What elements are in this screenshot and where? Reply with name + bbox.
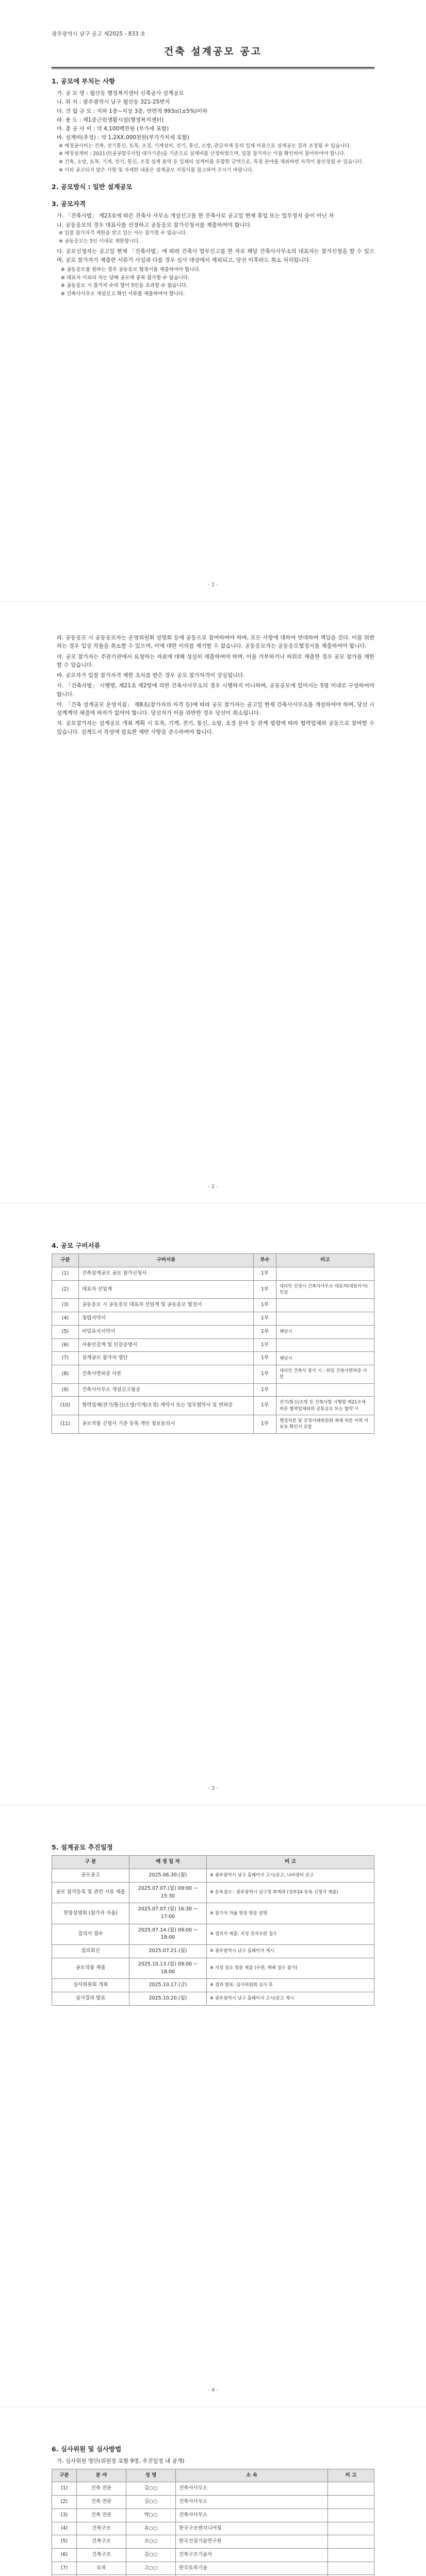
paragraph: 사. 「건축사법」 시행령, 제21조 제2항에 의한 건축사사무소의 경우 시행하지 아니하며, 공동응모에 있어서는 5명 이내로 구성하여야 합니다.: [57, 683, 374, 698]
list-item: 마. 총 공 사 비 : 약 4,100백만원 (부가세 포함): [57, 126, 169, 132]
column-header: 구분: [52, 2469, 77, 2482]
table-cell: ※ 결과 발표: 심사위원회 심사 후: [207, 1979, 374, 1992]
page-5: [0, 2407, 426, 2576]
table-cell: (7): [52, 2562, 77, 2575]
table-cell: 공모 참가등록 및 관련 서류 제출: [52, 1882, 129, 1903]
page-number: - 1 -: [208, 582, 218, 588]
table-cell: (5): [52, 1325, 79, 1338]
schedule-table: [52, 1855, 374, 2005]
section-heading: 2. 공모방식 : 일반 설계공모: [52, 182, 133, 191]
table-cell: 1부: [254, 1365, 276, 1384]
note-item: ※ 예정공사비는 건축, 전기통신, 토목, 조경, 기계설비, 전기, 통신, 소방, 관급자재 등의 일체 비용으로 설계공모 결과 조정될 수 있습니다.: [59, 143, 351, 149]
table-cell: ※ 참가자 자율 현장 방문 설명: [207, 1903, 374, 1924]
table-row: [52, 2548, 374, 2562]
table-cell: 1부: [254, 1325, 276, 1338]
table-cell: 공동응모 시 공동응모 대표자 선임계 및 공동응모 협정서: [79, 1299, 254, 1312]
table-cell: 2025.06.30.(월): [129, 1869, 207, 1883]
notice-number: 광주광역시 남구 공고 제2025 - 833 호: [52, 31, 146, 37]
page-1: [0, 0, 426, 602]
table-cell: ※ 등록접수 : 광주광역시 남구청 회계과 (정부24 등록 신청서 제출): [207, 1882, 374, 1903]
table-cell: 2025.10.13.(월) 09:00 ~ 18:00: [129, 1958, 207, 1978]
table-cell: (5): [52, 2535, 77, 2549]
table-cell: 현장설명회 (참가자 자율): [52, 1903, 129, 1924]
table-cell: [276, 1383, 374, 1397]
table-row: [52, 2482, 374, 2496]
table-cell: ※ 질의서 제출: 지정 전자우편 접수: [207, 1924, 374, 1944]
table-row: [52, 2496, 374, 2509]
table-cell: 건축 전문: [77, 2482, 126, 2496]
page-3: [0, 1204, 426, 1805]
table-row: [52, 1869, 374, 1883]
table-cell: [328, 2562, 374, 2575]
note-item: ※ 입찰 참가자격 제한을 받고 있는 자는 참가할 수 없습니다.: [59, 230, 188, 236]
table-cell: (2): [52, 1280, 79, 1299]
paragraph: 마. 공모 참가자는 주관기관에서 요청하는 자료에 대해 성실히 제출하여야 하며, 이를 거부하거나 허위로 제출한 경우 공모 참가를 제한할 수 있습니다.: [57, 653, 374, 668]
table-row: [52, 2509, 374, 2522]
table-cell: ※ 지정 장소 방문 제출 (우편, 택배 접수 불가): [207, 1958, 374, 1978]
table-cell: 청렴서약서: [79, 1312, 254, 1326]
documents-table-body: [52, 1267, 374, 1434]
table-cell: 건축 전문: [77, 2496, 126, 2509]
section-heading: 5. 설계공모 추진일정: [52, 1843, 113, 1851]
table-cell: 설계공모 참가자 명단: [79, 1352, 254, 1365]
table-cell: 2025.07.07.(월) 16:30 ~ 17:00: [129, 1903, 207, 1924]
column-header: 분 야: [77, 2469, 126, 2482]
table-row: [52, 1924, 374, 1944]
table-cell: [328, 2509, 374, 2522]
table-row: [52, 1979, 374, 1992]
table-cell: (9): [52, 1383, 79, 1397]
table-cell: ※ 광주광역시 남구 홈페이지 고시/공고, 나라장터 공고: [207, 1869, 374, 1883]
table-cell: (6): [52, 2548, 77, 2562]
table-cell: 한국건설기술연구원: [176, 2535, 328, 2549]
table-cell: 전기/통신/소방 등 건축사법 시행령 제21조에 따른 협력업체와의 공동응모 또는 협약 시: [276, 1397, 374, 1415]
list-item: 나. 위 치 : 광주광역시 남구 월산동 321-25번지: [57, 99, 170, 106]
column-header: 구비서류: [79, 1254, 254, 1267]
list-item: 가. 「건축사법」 제23조에 따른 건축사 사무소 개설신고를 한 건축사로 공고일 현재 휴업 또는 업무정지 중이 아닌 자: [57, 213, 334, 219]
section-heading: 4. 공모 구비서류: [52, 1242, 101, 1249]
table-cell: 심사위원회 개최: [52, 1979, 129, 1992]
table-cell: 1부: [254, 1267, 276, 1281]
table-cell: 1부: [254, 1312, 276, 1326]
table-row: [52, 1882, 374, 1903]
page-number: - 4 -: [208, 2387, 218, 2393]
table-header-row: [52, 1254, 374, 1267]
table-cell: 건축구조기술사: [176, 2548, 328, 2562]
table-cell: ※ 광주광역시 남구 홈페이지 고시/공고 게시: [207, 1992, 374, 2006]
section-3-notes: [59, 230, 374, 245]
table-row: [52, 1325, 374, 1338]
table-row: [52, 1338, 374, 1352]
note-item: ※ 예정설계비 : 2021년(공공발주사업 대가기준)을 기준으로 설계비를 산정하였으며, 입찰 참가자는 이를 확인하여 참여하여야 합니다.: [59, 151, 346, 157]
table-cell: 조○○: [126, 2535, 176, 2549]
table-cell: (7): [52, 1352, 79, 1365]
table-row: [52, 1299, 374, 1312]
list-item: 바. 설계비(추정) : 약 1,2XX,000천원(부가가치세 포함): [57, 134, 189, 141]
section-3-subnotes: [61, 266, 374, 298]
table-row: [52, 1365, 374, 1384]
table-cell: 건축사면허증 사본: [79, 1365, 254, 1384]
table-cell: 건축사사무소 개설신고필증: [79, 1383, 254, 1397]
column-header: 구 분: [52, 1856, 129, 1869]
column-header: 성 명: [126, 2469, 176, 2482]
table-cell: 고○○: [126, 2562, 176, 2575]
table-header-row: [52, 2469, 374, 2482]
section-3-items: [57, 212, 374, 229]
note-item: ※ 공동응모는 5인 이내로 제한합니다.: [59, 238, 140, 244]
table-cell: [276, 1338, 374, 1352]
paragraph: 아. 「건축 설계공모 운영지침」 제8조(참가자의 자격 등)에 따라 공모 참가자는 공고일 현재 건축사사무소를 개설하여야 하며, 당선 시 설계계약 체결에 하자가 없어야 합니다. 당선자가 이를 위반한 경우 당선이 취소됩니다.: [57, 701, 374, 717]
table-cell: 대표자 선임계: [79, 1280, 254, 1299]
table-cell: 건축사사무소: [176, 2509, 328, 2522]
section-heading: 3. 공모자격: [52, 199, 86, 208]
table-cell: (6): [52, 1338, 79, 1352]
table-cell: 해당시: [276, 1325, 374, 1338]
list-item: 라. 용 도 : 제1종근린생활시설(행정복지센터): [57, 116, 164, 123]
table-row: [52, 1352, 374, 1365]
page-number: - 2 -: [208, 1183, 218, 1190]
table-row: [52, 1312, 374, 1326]
table-cell: (1): [52, 1267, 79, 1281]
table-cell: (11): [52, 1415, 79, 1434]
table-cell: 공모공고: [52, 1869, 129, 1883]
table-cell: 1부: [254, 1280, 276, 1299]
table-row: [52, 2522, 374, 2535]
table-cell: [328, 2482, 374, 2496]
table-cell: 대리인 건축사 참가 시 : 위임 건축사면허증 사본: [276, 1365, 374, 1384]
table-cell: [328, 2548, 374, 2562]
table-cell: 김○○: [126, 2496, 176, 2509]
jury-intro: 가. 심사위원 명단(위원장 포함 9명, 추진일정 내 공개): [57, 2458, 185, 2465]
table-cell: [276, 1267, 374, 1281]
table-cell: 2025.07.07.(월) 09:00 ~ 15:30: [129, 1882, 207, 1903]
table-cell: [276, 1312, 374, 1326]
documents-table: [52, 1253, 374, 1433]
column-header: 비 고: [207, 1856, 374, 1869]
table-cell: (3): [52, 2509, 77, 2522]
table-cell: 2025.10.20.(월): [129, 1992, 207, 2006]
table-cell: 건축설계공모 공모 참가신청서: [79, 1267, 254, 1281]
list-item: 가. 공 모 명 : 월산동 행정복지센터 신축공사 설계공모: [57, 90, 184, 97]
table-row: [52, 1958, 374, 1978]
table-cell: 심사결과 발표: [52, 1992, 129, 2006]
table-cell: 행정처분 및 공정거래위원회 제재 처분 이력 미보유 확인서 포함: [276, 1415, 374, 1434]
table-cell: [328, 2522, 374, 2535]
paragraph: 바. 공모자가 입찰 참가자격 제한 조치를 받은 경우 공모 참가자격이 상실됩니다.: [57, 672, 245, 679]
table-cell: [276, 1299, 374, 1312]
jury-table: [52, 2469, 374, 2576]
table-row: [52, 1992, 374, 2006]
note-item: ※ 대표자 이외의 자는 당해 공모에 중복 참가할 수 없습니다.: [61, 275, 190, 281]
table-cell: 1부: [254, 1415, 276, 1434]
schedule-table-body: [52, 1869, 374, 2006]
section-heading: 6. 심사위원 및 심사방법: [52, 2445, 122, 2453]
section-1-notes: [59, 143, 374, 175]
table-cell: (4): [52, 2522, 77, 2535]
table-row: [52, 1415, 374, 1434]
page-4: [0, 1805, 426, 2407]
table-cell: 질의서 접수: [52, 1924, 129, 1944]
list-item: 나. 공동응모의 경우 대표사를 선정하고 공동응모 참가신청서를 제출하여야 합니다.: [57, 222, 252, 228]
table-row: [52, 2562, 374, 2575]
table-cell: 해당시: [276, 1352, 374, 1365]
table-cell: 1부: [254, 1352, 276, 1365]
table-cell: 김○○: [126, 2482, 176, 2496]
paragraph: 다. 공모신청자는 공고일 현재 「건축사법」에 따라 건축사 업무신고를 한 자로 해당 건축사사무소의 대표자는 참가신청을 할 수 있으며, 공모 참가자가 제출한 서류가 사실과 다를 경우 심사 대상에서 제외되고, 당선 이후라도 취소 처리됩니다.: [57, 248, 374, 263]
table-cell: ※ 광주광역시 남구 홈페이지 게시: [207, 1945, 374, 1958]
column-header: 소 속: [176, 2469, 328, 2482]
table-cell: 2025.07.21.(월): [129, 1945, 207, 1958]
page-2: [0, 602, 426, 1204]
table-cell: (2): [52, 2496, 77, 2509]
table-cell: 2025.10.17.(금): [129, 1979, 207, 1992]
table-cell: 건축 전문: [77, 2509, 126, 2522]
table-cell: 건축사사무소: [176, 2496, 328, 2509]
table-cell: (8): [52, 1365, 79, 1384]
table-cell: 질의회신: [52, 1945, 129, 1958]
table-row: [52, 1945, 374, 1958]
section-heading: 1. 공모에 부치는 사항: [52, 77, 116, 85]
table-cell: 박○○: [126, 2509, 176, 2522]
title-divider: [52, 67, 374, 69]
table-cell: [328, 2535, 374, 2549]
page-title: 건축 설계공모 공고: [163, 46, 263, 58]
table-cell: 1부: [254, 1299, 276, 1312]
table-cell: 김○○: [126, 2548, 176, 2562]
table-row: [52, 1397, 374, 1415]
table-cell: 1부: [254, 1397, 276, 1415]
column-header: 비고: [276, 1254, 374, 1267]
table-row: [52, 1383, 374, 1397]
table-header-row: [52, 1856, 374, 1869]
table-cell: (4): [52, 1312, 79, 1326]
table-cell: 협력업체(전기/통신/소방/기계/조경) 계약서 또는 업무협약서 및 면허증: [79, 1397, 254, 1415]
table-cell: 건축구조: [77, 2535, 126, 2549]
table-cell: 대리인 선정시 건축사사무소 대표자(대표이사) 인감: [276, 1280, 374, 1299]
jury-table-body: [52, 2482, 374, 2576]
column-header: 부수: [254, 1254, 276, 1267]
column-header: 비 고: [328, 2469, 374, 2482]
table-cell: 한국구조엔지니어링: [176, 2522, 328, 2535]
table-row: [52, 2535, 374, 2549]
table-cell: 건축구조: [77, 2548, 126, 2562]
list-item: 다. 건 립 규 모 : 지하 1층~지상 3층, 연면적 993㎡(±5%)이하: [57, 108, 208, 114]
table-cell: 1부: [254, 1338, 276, 1352]
table-cell: [328, 2496, 374, 2509]
table-row: [52, 1267, 374, 1281]
table-cell: 비밀유지서약서: [79, 1325, 254, 1338]
table-row: [52, 1280, 374, 1299]
paragraph: 자. 공모참가자는 설계공모 개최 계획 시 토목, 기계, 전기, 통신, 소방, 조경 분야 등 관계 법령에 따라 협력업체와 공동으로 참여할 수 있습니다. 설계도서 작성에 필요한 제반 사항을 준수하여야 합니다.: [57, 720, 374, 735]
table-cell: 1부: [254, 1383, 276, 1397]
table-cell: 한국토목기술: [176, 2562, 328, 2575]
section-1-items: [57, 89, 374, 142]
table-cell: (3): [52, 1299, 79, 1312]
note-item: ※ 이외 공고되지 않은 사항 및 자세한 내용은 설계공모 지침서를 참고하여 주시기 바랍니다.: [59, 167, 254, 173]
paragraph: 라. 공동응모 시 공동응모자는 운영위원회 설명회 등에 공동으로 참여하여야 하며, 모든 사항에 대하여 연대하여 책임을 진다. 이를 위반하는 경우 입상 작품을 취소할 수 있으며, 이에 대한 이의를 제기할 수 없습니다. 공동응모자는 공동응모협정서를 제출하여야 합니다.: [57, 635, 374, 650]
table-cell: 건축사사무소: [176, 2482, 328, 2496]
table-cell: (10): [52, 1397, 79, 1415]
table-cell: 토목: [77, 2562, 126, 2575]
table-cell: 공모작품 신청서 기준 등록 개인 정보동의서: [79, 1415, 254, 1434]
note-item: ※ 공동응모를 원하는 경우 공동응모 협정서를 제출하여야 합니다.: [61, 266, 201, 273]
table-row: [52, 1903, 374, 1924]
table-cell: 2025.07.14.(월) 09:00 ~ 18:00: [129, 1924, 207, 1944]
table-cell: 유○○: [126, 2522, 176, 2535]
column-header: 구분: [52, 1254, 79, 1267]
column-header: 예 정 일 자: [129, 1856, 207, 1869]
note-item: ※ 건축, 소방, 토목, 기계, 전기, 통신, 조경 설계 용역 등 일체의 설계비를 포함한 금액으로, 특정 분야를 제외하면 자격이 불인정될 수 있습니다.: [59, 159, 364, 165]
page-number: - 3 -: [208, 1785, 218, 1791]
note-item: ※ 건축사사무소 개설신고 확인 서류를 제출하여야 합니다.: [61, 291, 185, 297]
table-cell: 사용인감계 및 인감증명서: [79, 1338, 254, 1352]
table-cell: 건축구조: [77, 2522, 126, 2535]
table-cell: (1): [52, 2482, 77, 2496]
table-cell: 공모작품 제출: [52, 1958, 129, 1978]
note-item: ※ 공동응모 시 참가자 수의 합이 5인을 초과할 수 없습니다.: [61, 283, 188, 289]
